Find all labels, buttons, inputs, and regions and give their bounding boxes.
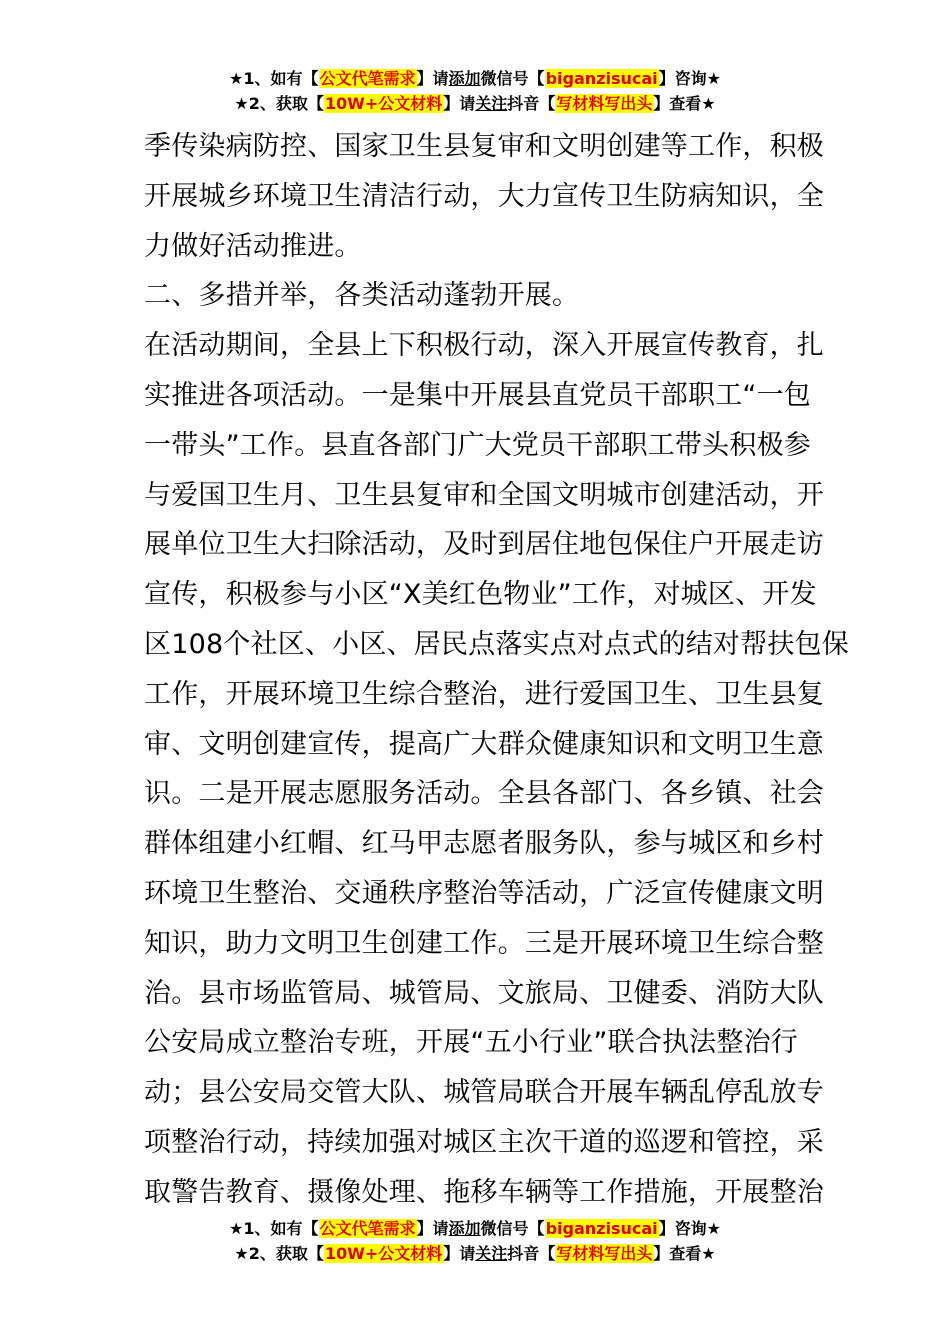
banner-text: 】请	[443, 94, 476, 113]
body-line: 在活动期间，全县上下积极行动，深入开展宣传教育，扎	[144, 330, 824, 362]
document-body	[144, 122, 849, 1218]
body-line: 与爱国卫生月、卫生县复审和全国文明城市创建活动，开	[144, 479, 824, 511]
banner-text: 抖音【	[507, 1244, 556, 1263]
footer-banner-line-2	[0, 1241, 950, 1266]
body-line: 审、文明创建宣传，提高广大群众健康知识和文明卫生意	[144, 728, 824, 760]
body-line: 力做好活动推进。	[144, 230, 362, 262]
body-line: 公安局成立整治专班，开展“五小行业”联合执法整治行	[144, 1027, 798, 1059]
body-line: 季传染病防控、国家卫生县复审和文明创建等工作，积极	[144, 131, 824, 162]
body-line: 知识，助力文明卫生创建工作。三是开展环境卫生综合整	[144, 927, 824, 959]
body-line: 宣传，积极参与小区“X美红色物业”工作，对城区、开发	[144, 579, 817, 611]
banner-underlined-text: 添加	[448, 69, 481, 88]
footer-banner-line-1	[0, 1216, 950, 1241]
footer-banner	[0, 1216, 950, 1266]
body-line: 实推进各项活动。一是集中开展县直党员干部职工“一包	[144, 379, 811, 411]
body-line: 群体组建小红帽、红马甲志愿者服务队，参与城区和乡村	[144, 828, 824, 860]
banner-text: 】请	[416, 69, 449, 88]
banner-text: ★2、获取【	[234, 94, 324, 113]
body-line: 动；县公安局交管大队、城管局联合开展车辆乱停乱放专	[144, 1077, 824, 1109]
banner-underlined-text: 关注	[475, 1244, 508, 1263]
body-line: 项整治行动，持续加强对城区主次干道的巡逻和管控，采	[144, 1126, 824, 1158]
banner-underlined-text: 添加	[448, 1219, 481, 1238]
banner-highlight-wechat-id: biganzisucai	[545, 1219, 658, 1238]
banner-highlight-douyin-id: 写材料写出头	[556, 1244, 653, 1263]
header-banner-line-1	[0, 66, 950, 91]
body-line: 环境卫生整治、交通秩序整治等活动，广泛宣传健康文明	[144, 877, 824, 909]
banner-highlight: 10W+公文材料	[324, 1244, 443, 1263]
banner-text: 】咨询★	[658, 69, 721, 88]
banner-text: 微信号【	[480, 69, 545, 88]
banner-text: ★1、如有【	[229, 69, 319, 88]
banner-highlight: 公文代笔需求	[319, 1219, 416, 1238]
banner-text: 】请	[443, 1244, 476, 1263]
banner-text: ★2、获取【	[234, 1244, 324, 1263]
body-line: 区108个社区、小区、居民点落实点对点式的结对帮扶包保	[144, 628, 849, 660]
header-banner	[0, 66, 950, 116]
banner-text: 】请	[416, 1219, 449, 1238]
banner-underlined-text: 关注	[475, 94, 508, 113]
body-line: 开展城乡环境卫生清洁行动，大力宣传卫生防病知识，全	[144, 180, 824, 212]
banner-highlight: 10W+公文材料	[324, 94, 443, 113]
body-line: 取警告教育、摄像处理、拖移车辆等工作措施，开展整治	[144, 1176, 824, 1208]
banner-text: 】查看★	[653, 94, 716, 113]
banner-highlight-douyin-id: 写材料写出头	[556, 94, 653, 113]
banner-text: ★1、如有【	[229, 1219, 319, 1238]
banner-highlight: 公文代笔需求	[319, 69, 416, 88]
body-line: 一带头”工作。县直各部门广大党员干部职工带头积极参	[144, 429, 811, 461]
section-heading: 二、多措并举，各类活动蓬勃开展。	[144, 280, 580, 312]
body-line: 工作，开展环境卫生综合整治，进行爱国卫生、卫生县复	[144, 678, 824, 710]
banner-text: 】咨询★	[658, 1219, 721, 1238]
banner-text: 抖音【	[507, 94, 556, 113]
body-line: 识。二是开展志愿服务活动。全县各部门、各乡镇、社会	[144, 778, 824, 810]
body-line: 治。县市场监管局、城管局、文旅局、卫健委、消防大队	[144, 977, 824, 1009]
body-line: 展单位卫生大扫除活动，及时到居住地包保住户开展走访	[144, 529, 824, 561]
banner-highlight-wechat-id: biganzisucai	[545, 69, 658, 88]
banner-text: 】查看★	[653, 1244, 716, 1263]
header-banner-line-2	[0, 91, 950, 116]
banner-text: 微信号【	[480, 1219, 545, 1238]
